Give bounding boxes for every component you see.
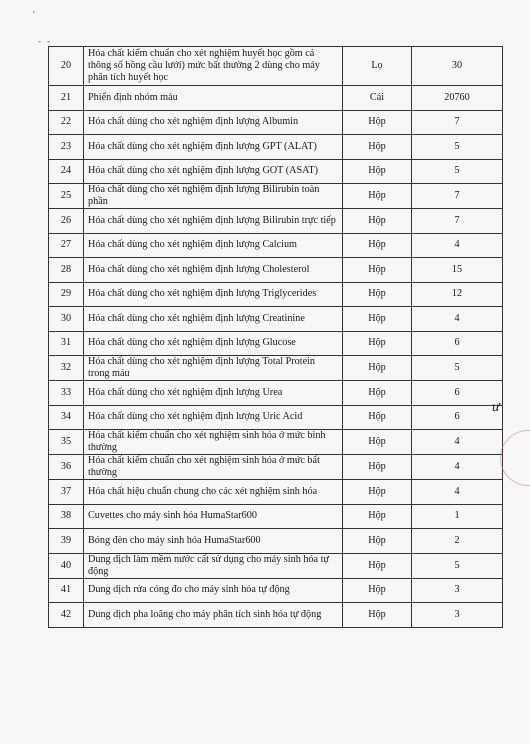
table-row: [49, 405, 503, 430]
item-name: Hóa chất kiểm chuẩn cho xét nghiệm sinh hóa ở mức bình thường: [84, 430, 343, 455]
item-quantity: 5: [412, 159, 503, 184]
items-table: [48, 46, 503, 628]
item-name: Hóa chất dùng cho xét nghiệm định lượng Urea: [84, 381, 343, 406]
item-unit: Hộp: [343, 233, 412, 258]
item-quantity: 5: [412, 553, 503, 578]
item-quantity: 4: [412, 455, 503, 480]
item-unit: Hộp: [343, 307, 412, 332]
table-row: [49, 381, 503, 406]
item-name: Hóa chất dùng cho xét nghiệm định lượng Bilirubin toàn phần: [84, 184, 343, 209]
item-name: Dung dịch pha loãng cho máy phân tích sinh hóa tự động: [84, 603, 343, 628]
item-unit: Lọ: [343, 47, 412, 86]
table-row: [49, 331, 503, 356]
item-unit: Hộp: [343, 209, 412, 234]
row-number: 29: [49, 282, 84, 307]
row-number: 22: [49, 110, 84, 135]
item-quantity: 7: [412, 184, 503, 209]
row-number: 41: [49, 578, 84, 603]
corner-mark: ': [33, 10, 35, 21]
item-unit: Hộp: [343, 504, 412, 529]
item-unit: Hộp: [343, 603, 412, 628]
row-number: 32: [49, 356, 84, 381]
table-row: [49, 455, 503, 480]
item-unit: Hộp: [343, 184, 412, 209]
item-unit: Hộp: [343, 282, 412, 307]
item-name: Hóa chất dùng cho xét nghiệm định lượng Glucose: [84, 331, 343, 356]
item-unit: Hộp: [343, 405, 412, 430]
item-name: Dung dịch rửa cóng đo cho máy sinh hóa tự động: [84, 578, 343, 603]
item-name: Hóa chất hiệu chuẩn chung cho các xét nghiệm sinh hóa: [84, 480, 343, 505]
item-name: Hóa chất dùng cho xét nghiệm định lượng Albumin: [84, 110, 343, 135]
item-name: Dung dịch làm mềm nước cất sử dụng cho máy sinh hóa tự động: [84, 553, 343, 578]
row-number: 28: [49, 258, 84, 283]
item-unit: Hộp: [343, 455, 412, 480]
item-name: Cuvettes cho máy sinh hóa HumaStar600: [84, 504, 343, 529]
table-row: [49, 47, 503, 86]
table-row: [49, 258, 503, 283]
table-row: [49, 159, 503, 184]
item-quantity: 4: [412, 307, 503, 332]
table-row: [49, 135, 503, 160]
row-number: 37: [49, 480, 84, 505]
item-unit: Hộp: [343, 578, 412, 603]
item-unit: Hộp: [343, 135, 412, 160]
item-quantity: 4: [412, 480, 503, 505]
item-quantity: 1: [412, 504, 503, 529]
item-name: Hóa chất dùng cho xét nghiệm định lượng GPT (ALAT): [84, 135, 343, 160]
item-name: Hóa chất dùng cho xét nghiệm định lượng Bilirubin trực tiếp: [84, 209, 343, 234]
item-name: Hóa chất kiểm chuẩn cho xét nghiệm sinh hóa ở mức bất thường: [84, 455, 343, 480]
item-unit: Hộp: [343, 258, 412, 283]
item-quantity: 7: [412, 209, 503, 234]
item-name: Phiến định nhóm máu: [84, 86, 343, 111]
table-row: [49, 184, 503, 209]
table-row: [49, 430, 503, 455]
item-name: Hóa chất dùng cho xét nghiệm định lượng Triglycerides: [84, 282, 343, 307]
table-row: [49, 233, 503, 258]
item-unit: Hộp: [343, 331, 412, 356]
item-unit: Cái: [343, 86, 412, 111]
item-quantity: 4: [412, 233, 503, 258]
row-number: 42: [49, 603, 84, 628]
row-number: 25: [49, 184, 84, 209]
table-row: [49, 529, 503, 554]
item-quantity: 3: [412, 578, 503, 603]
item-unit: Hộp: [343, 159, 412, 184]
table-row: [49, 480, 503, 505]
item-quantity: 3: [412, 603, 503, 628]
item-quantity: 4: [412, 430, 503, 455]
row-number: 23: [49, 135, 84, 160]
item-name: Hóa chất dùng cho xét nghiệm định lượng Cholesterol: [84, 258, 343, 283]
table-row: [49, 209, 503, 234]
item-unit: Hộp: [343, 480, 412, 505]
item-quantity: 12: [412, 282, 503, 307]
row-number: 31: [49, 331, 84, 356]
item-quantity: 6: [412, 381, 503, 406]
margin-signature: [492, 400, 530, 490]
item-unit: Hộp: [343, 529, 412, 554]
row-number: 40: [49, 553, 84, 578]
item-quantity: 5: [412, 135, 503, 160]
item-name: Hóa chất dùng cho xét nghiệm định lượng Creatinine: [84, 307, 343, 332]
item-name: Hóa chất kiểm chuẩn cho xét nghiệm huyết học gồm cả thông số hồng cầu lưới) mức bất thường 2 dùng cho máy phân tích huyết học: [84, 47, 343, 86]
row-number: 21: [49, 86, 84, 111]
table-row: [49, 86, 503, 111]
row-number: 39: [49, 529, 84, 554]
table-row: [49, 553, 503, 578]
item-quantity: 6: [412, 405, 503, 430]
item-quantity: 6: [412, 331, 503, 356]
row-number: 33: [49, 381, 84, 406]
stamp-edge: [500, 430, 530, 486]
item-quantity: 30: [412, 47, 503, 86]
table-row: [49, 603, 503, 628]
item-name: Hóa chất dùng cho xét nghiệm định lượng Uric Acid: [84, 405, 343, 430]
row-number: 26: [49, 209, 84, 234]
row-number: 38: [49, 504, 84, 529]
items-table-body: [49, 47, 503, 628]
initials-signature: ư: [492, 400, 500, 415]
item-name: Hóa chất dùng cho xét nghiệm định lượng GOT (ASAT): [84, 159, 343, 184]
table-row: [49, 356, 503, 381]
row-number: 30: [49, 307, 84, 332]
table-row: [49, 307, 503, 332]
item-quantity: 5: [412, 356, 503, 381]
item-quantity: 20760: [412, 86, 503, 111]
table-row: [49, 578, 503, 603]
item-unit: Hộp: [343, 356, 412, 381]
item-quantity: 15: [412, 258, 503, 283]
item-unit: Hộp: [343, 381, 412, 406]
item-unit: Hộp: [343, 553, 412, 578]
item-quantity: 7: [412, 110, 503, 135]
item-name: Hóa chất dùng cho xét nghiệm định lượng Total Protein trong máu: [84, 356, 343, 381]
row-number: 20: [49, 47, 84, 86]
item-unit: Hộp: [343, 430, 412, 455]
row-number: 36: [49, 455, 84, 480]
item-quantity: 2: [412, 529, 503, 554]
table-row: [49, 110, 503, 135]
item-name: Bóng đèn cho máy sinh hóa HumaStar600: [84, 529, 343, 554]
row-number: 35: [49, 430, 84, 455]
row-number: 24: [49, 159, 84, 184]
table-row: [49, 504, 503, 529]
table-row: [49, 282, 503, 307]
row-number: 34: [49, 405, 84, 430]
row-number: 27: [49, 233, 84, 258]
item-unit: Hộp: [343, 110, 412, 135]
dash-mark: - -: [38, 36, 53, 46]
item-name: Hóa chất dùng cho xét nghiệm định lượng Calcium: [84, 233, 343, 258]
